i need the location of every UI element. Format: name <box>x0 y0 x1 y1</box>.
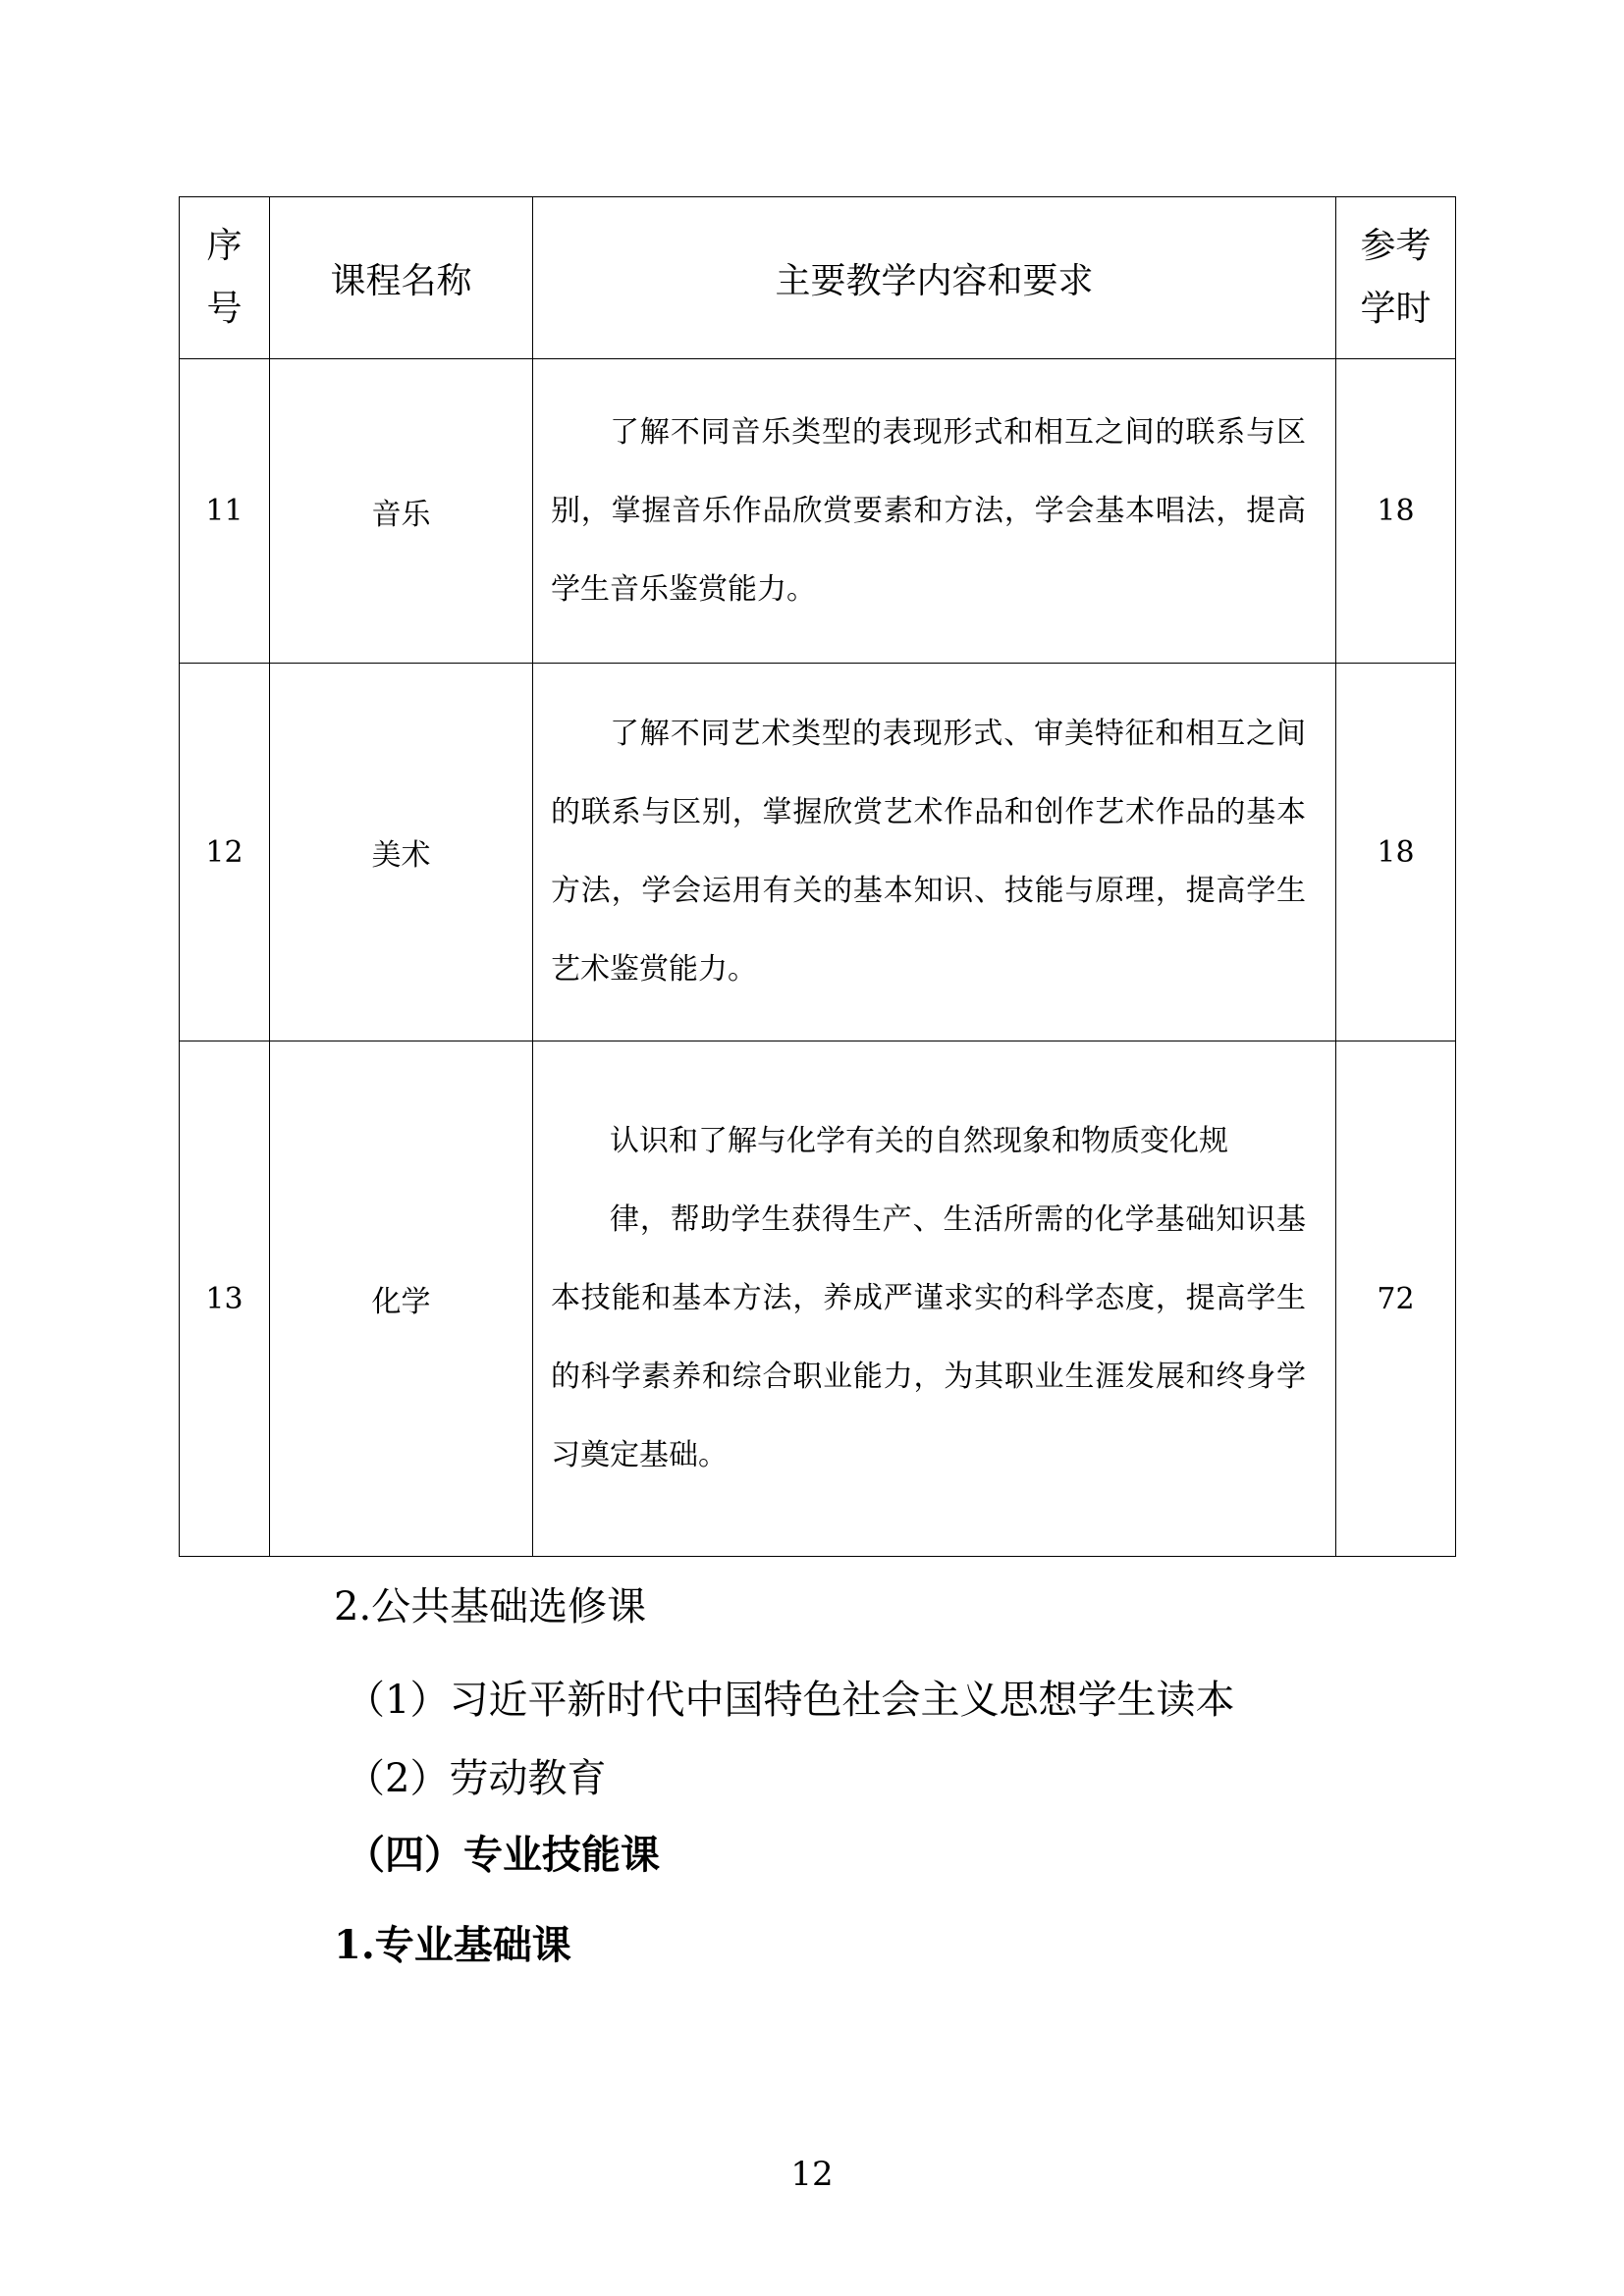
header-course-name: 课程名称 <box>270 197 533 359</box>
course-table <box>179 196 1456 1557</box>
elective-item-2: （2）劳动教育 <box>346 1756 607 1801</box>
row-number: 11 <box>180 359 270 664</box>
row-content: 了解不同艺术类型的表现形式、审美特征和相互之间的联系与区别，掌握欣赏艺术作品和创作艺术作品的基本方法，学会运用有关的基本知识、技能与原理，提高学生艺术鉴赏能力。 <box>533 664 1336 1041</box>
header-serial-number: 序 号 <box>180 197 270 359</box>
row-course-name: 化学 <box>270 1041 533 1557</box>
row-hours: 18 <box>1336 664 1456 1041</box>
row-course-name: 美术 <box>270 664 533 1041</box>
table-row <box>180 664 1456 1041</box>
header-hours: 参考 学时 <box>1336 197 1456 359</box>
elective-heading: 2.公共基础选修课 <box>334 1584 647 1629</box>
table-header-row <box>180 197 1456 359</box>
row-number: 13 <box>180 1041 270 1557</box>
row-content: 了解不同音乐类型的表现形式和相互之间的联系与区别，掌握音乐作品欣赏要素和方法，学会基本唱法，提高学生音乐鉴赏能力。 <box>533 359 1336 664</box>
elective-item-1: （1）习近平新时代中国特色社会主义思想学生读本 <box>346 1678 1235 1723</box>
row-content: 认识和了解与化学有关的自然现象和物质变化规 律，帮助学生获得生产、生活所需的化学基础知识基本技能和基本方法，养成严谨求实的科学态度，提高学生的科学素养和综合职业能力，为其职业生涯发展和终身学习奠定基础。 <box>533 1041 1336 1557</box>
skills-heading: （四）专业技能课 <box>346 1832 660 1878</box>
row-number: 12 <box>180 664 270 1041</box>
row-hours: 72 <box>1336 1041 1456 1557</box>
header-content: 主要教学内容和要求 <box>533 197 1336 359</box>
table-row <box>180 359 1456 664</box>
table-row <box>180 1041 1456 1557</box>
row-course-name: 音乐 <box>270 359 533 664</box>
page-number: 12 <box>790 2155 834 2194</box>
row-hours: 18 <box>1336 359 1456 664</box>
basics-heading: 1.专业基础课 <box>334 1922 571 1968</box>
